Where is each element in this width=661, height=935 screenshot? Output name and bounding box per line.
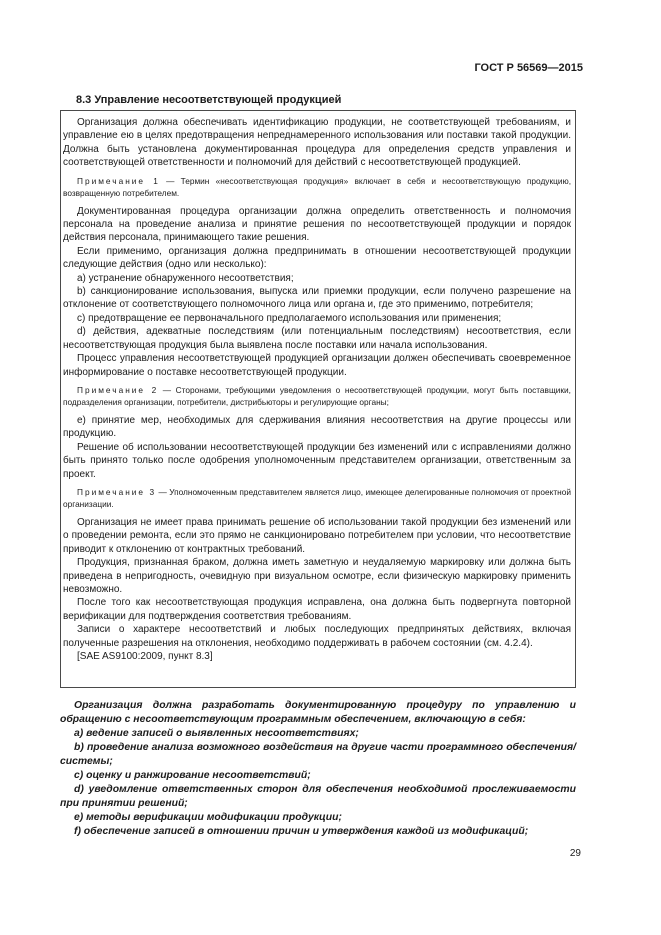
reference: [SAE AS9100:2009, пункт 8.3]: [77, 651, 213, 662]
quoted-requirements-box: [60, 110, 576, 688]
paragraph: Процесс управления несоответствующей продукцией организации должен обеспечивать своевременное информирование о поставке несоответствующей продукции.: [63, 353, 571, 378]
page-number: 29: [569, 848, 581, 859]
paragraph: Продукция, признанная браком, должна иметь заметную и неудаляемую маркировку или должна быть приведена в непригодность, очевидную при визуальном осмотре, если физическую маркировку применить невозможно.: [63, 557, 571, 595]
paragraph: Решение об использовании несоответствующей продукции без изменений или с исправлениями должно быть принято только после одобрения уполномоченным представителем организации, ответственным за проект.: [63, 441, 571, 480]
list-item: b) проведение анализа возможного воздействия на другие части программного обеспечения/системы;: [60, 742, 576, 767]
note-label: Примечание 2: [77, 384, 159, 395]
list-item: c) предотвращение ее первоначального предполагаемого использования или применения;: [77, 312, 502, 324]
list-item: d) действия, адекватные последствиям (или потенциальным последствиям) несоответствия, если несоответствующая продукция была выявлена после поставки или начала использования.: [63, 326, 571, 351]
paragraph: Документированная процедура организации должна определить ответственность и полномочия персонала на проведение анализа и принятие решения по несоответствующей продукции и порядок действия персонала, принимающего такие решения.: [63, 205, 571, 244]
note-1: [63, 175, 571, 199]
list-item: b) санкционирование использования, выпуска или приемки продукции, если получено разрешение на отклонение от соответствующего полномочного лица или органа и, где это применимо, потребителя;: [63, 286, 571, 311]
note-label: Примечание 3: [77, 486, 157, 497]
list-item: a) устранение обнаруженного несоответствия;: [77, 272, 294, 284]
requirements-intro: Организация должна разработать документированную процедуру по управлению и обращению с несоответствующим программным обеспечением, включающую в себя:: [60, 700, 576, 725]
note-text: — Уполномоченным представителем является лицо, имеющее делегированные полномочия от проектной организации.: [63, 486, 571, 509]
note-2: [63, 384, 571, 408]
note-label: Примечание 1: [77, 175, 160, 186]
section-heading: 8.3 Управление несоответствующей продукцией: [76, 94, 342, 106]
note-3: [63, 486, 571, 510]
list-item: e) методы верификации модификации продукции;: [74, 812, 342, 823]
paragraph: Если применимо, организация должна предпринимать в отношении несоответствующей продукции следующие действия (одно или несколько):: [63, 245, 571, 271]
paragraph: Организация не имеет права принимать решение об использовании такой продукции без изменений или о проведении ремонта, если это прямо не санкционировано потребителем при условии, что несоответствие приводит к отклонению от контрактных требований.: [63, 516, 571, 555]
list-item: d) уведомление ответственных сторон для обеспечения необходимой прослеживаемости при принятии решений;: [60, 784, 576, 809]
paragraph: Записи о характере несоответствий и любых последующих предпринятых действиях, включая полученные разрешения на отклонения, необходимо поддерживать в рабочем состоянии (см. 4.2.4).: [63, 624, 571, 649]
note-text: — Сторонами, требующими уведомления о несоответствующей продукции, могут быть поставщики, подразделения организации, потребители, дистрибьюторы и регулирующие органы;: [63, 384, 571, 407]
list-item: f) обеспечение записей в отношении причин и утверждения каждой из модификаций;: [74, 826, 529, 837]
list-item: a) ведение записей о выявленных несоответствиях;: [74, 728, 359, 739]
paragraph: После того как несоответствующая продукция исправлена, она должна быть подвергнута повторной верификации для подтверждения соответствия требованиям.: [63, 597, 571, 622]
list-item: e) принятие мер, необходимых для сдерживания влияния несоответствия на другие процессы или продукцию.: [63, 414, 571, 440]
list-item: c) оценку и ранжирование несоответствий;: [74, 770, 311, 781]
standard-number: ГОСТ Р 56569—2015: [474, 62, 583, 74]
note-text: — Термин «несоответствующая продукция» включает в себя и несоответствующую продукцию, возвращенную потребителем.: [63, 175, 571, 198]
software-requirements: [60, 699, 576, 839]
paragraph: Организация должна обеспечивать идентификацию продукции, не соответствующей требованиям, и управление ею в целях предотвращения непреднамеренного использования или поставки такой продукции. Должна быть установлена документированная процедура для определения средств управления и соответствующей ответственности и полномочий для действий с несоответствующей продукцией.: [63, 117, 571, 169]
